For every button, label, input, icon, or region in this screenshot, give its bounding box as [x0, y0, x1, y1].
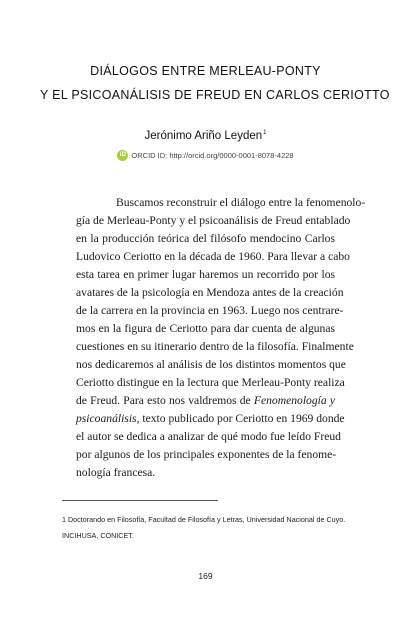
- footnote: [62, 512, 362, 544]
- body-line: cuestiones en su itinerario dentro de la filosofía. Finalmente: [76, 340, 354, 353]
- body-line: en la producción teórica del filósofo mendocino Carlos: [76, 232, 335, 245]
- body-line-text: de Freud. Para esto nos valdremos de: [76, 394, 254, 407]
- body-line: Buscamos reconstruir el diálogo entre la fenomenolo-: [116, 196, 366, 209]
- author-footnote-mark[interactable]: 1: [263, 130, 267, 137]
- footnote-line-1: 1 Doctorando en Filosofía, Facultad de Filosofía y Letras, Universidad Nacional de Cuyo.: [62, 515, 346, 524]
- article-title-line-1: DIÁLOGOS ENTRE MERLEAU-PONTY: [90, 64, 321, 78]
- body-line: avatares de la psicología en Mendoza antes de la creación: [76, 286, 344, 299]
- body-line: Ludovico Ceriotto en la década de 1960. Para llevar a cabo: [76, 250, 350, 263]
- orcid-line: [40, 150, 371, 161]
- body-line: mos en la figura de Ceriotto para dar cuenta de algunas: [76, 322, 335, 335]
- author-line: [40, 130, 371, 142]
- body-line: nología francesa.: [76, 466, 156, 479]
- body-line: nos dedicaremos al análisis de los distintos momentos que: [76, 358, 346, 371]
- orcid-icon: iD: [117, 150, 128, 161]
- cited-work-title: Fenomenología y: [253, 394, 335, 407]
- page-number: 169: [198, 571, 213, 581]
- footnote-line-2: INCIHUSA, CONICET.: [62, 531, 134, 540]
- abstract-paragraph: [76, 194, 366, 482]
- orcid-link[interactable]: ORCID ID: http://orcid.org/0000-0001-8078-4228: [131, 151, 294, 160]
- article-title-line-2: Y EL PSICOANÁLISIS DE FREUD EN CARLOS CERIOTTO: [40, 88, 390, 102]
- footnote-divider: [62, 500, 218, 501]
- body-line: Ceriotto distingue en la lectura que Merleau-Ponty realiza: [76, 376, 345, 389]
- body-line: [76, 392, 335, 410]
- body-line: el autor se dedica a analizar de qué modo fue leído Freud: [76, 430, 341, 443]
- body-line: por algunos de los principales exponentes de la fenome-: [76, 448, 337, 461]
- cited-work-title-cont: psicoanálisis: [76, 412, 137, 425]
- body-line: esta tarea en primer lugar haremos un recorrido por los: [76, 268, 335, 281]
- body-line: [76, 410, 345, 428]
- body-line: de la carrera en la provincia en 1963. Luego nos centrare-: [76, 304, 344, 317]
- body-line: gía de Merleau-Ponty y el psicoanálisis de Freud entablado: [76, 214, 351, 227]
- body-line-text: , texto publicado por Ceriotto en 1969 donde: [136, 412, 345, 425]
- author-name: Jerónimo Ariño Leyden: [144, 130, 263, 142]
